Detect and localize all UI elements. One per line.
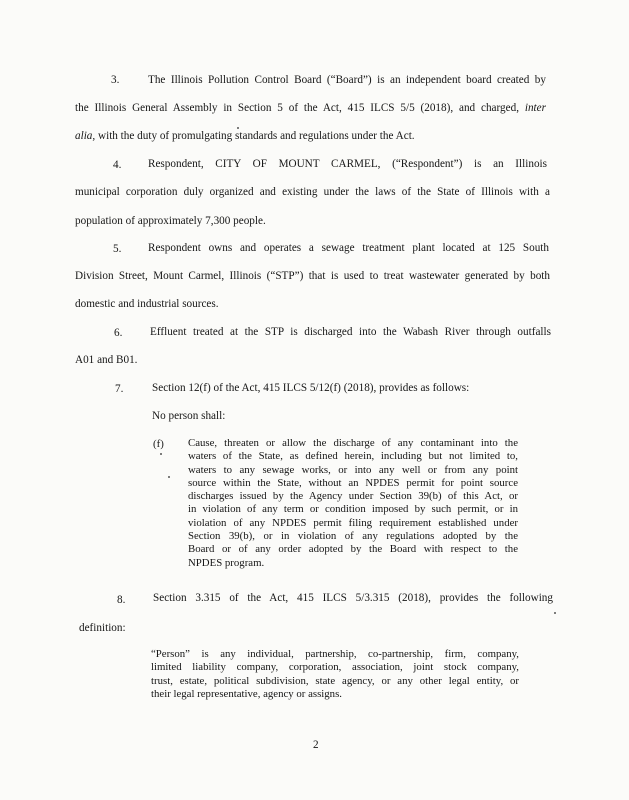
- paragraph-3-line-2: [75, 101, 546, 115]
- definition-line: their legal representative, agency or assigns.: [151, 687, 342, 700]
- statute-line: Board or of any order adopted by the Board with respect to the: [188, 543, 518, 556]
- paragraph-5-line-3: domestic and industrial sources.: [75, 298, 219, 310]
- definition-line: limited liability company, corporation, association, joint stock company,: [151, 661, 519, 674]
- paragraph-8-line-1: Section 3.315 of the Act, 415 ILCS 5/3.315 (2018), provides the following: [153, 592, 553, 604]
- paragraph-3-line-3: [75, 129, 415, 143]
- paragraph-3-latin-alia: alia,: [75, 130, 96, 142]
- paragraph-8-line-2: definition:: [79, 622, 126, 634]
- paragraph-7-line-1: Section 12(f) of the Act, 415 ILCS 5/12(f) (2018), provides as follows:: [152, 382, 470, 394]
- scan-speck: [554, 612, 556, 614]
- statute-line: Section 39(b), or in violation of any regulations adopted by the: [188, 530, 518, 543]
- scan-speck: [237, 127, 239, 129]
- definition-quote-person: [151, 648, 519, 701]
- statute-item-label: (f): [153, 438, 164, 450]
- paragraph-5-number: 5.: [113, 243, 122, 255]
- paragraph-6-line-1: Effluent treated at the STP is discharged into the Wabash River through outfalls: [150, 326, 551, 338]
- statute-line: Cause, threaten or allow the discharge of any contaminant into the: [188, 437, 518, 449]
- statute-lead-in: No person shall:: [152, 410, 226, 422]
- statute-quote-12f: [188, 437, 518, 570]
- scan-speck: [160, 453, 162, 455]
- statute-line: waters of the State, as defined herein, including but not limited to,: [188, 450, 518, 463]
- statute-line: violation of any NPDES permit filing requirement established under: [188, 516, 518, 529]
- definition-line: “Person” is any individual, partnership, co-partnership, firm, company,: [151, 648, 519, 660]
- paragraph-3-number: 3.: [111, 74, 120, 86]
- paragraph-6-line-2: A01 and B01.: [75, 354, 138, 366]
- statute-line: NPDES program.: [188, 556, 265, 569]
- paragraph-4-line-3: population of approximately 7,300 people.: [75, 215, 266, 227]
- statute-line: in violation of any term or condition imposed by such permit, or in: [188, 503, 518, 516]
- statute-line: discharges issued by the Agency under Section 39(b) of this Act, or: [188, 490, 518, 503]
- page-number: 2: [313, 739, 319, 751]
- paragraph-4-line-2: municipal corporation duly organized and existing under the laws of the State of Illinois with a: [75, 186, 550, 198]
- statute-line: source within the State, without an NPDES permit for point source: [188, 476, 518, 489]
- paragraph-7-number: 7.: [115, 383, 124, 395]
- paragraph-3-line-1: The Illinois Pollution Control Board (“Board”) is an independent board created by: [148, 74, 546, 86]
- paragraph-5-line-1: Respondent owns and operates a sewage treatment plant located at 125 South: [148, 242, 549, 254]
- paragraph-3-line-2-text: the Illinois General Assembly in Section 5 of the Act, 415 ILCS 5/5 (2018), and charged,: [75, 102, 525, 114]
- paragraph-3-latin-inter: inter: [524, 102, 546, 114]
- statute-line: waters to any sewage works, or into any well or from any point: [188, 463, 518, 476]
- paragraph-4-number: 4.: [113, 159, 122, 171]
- definition-line: trust, estate, political subdivision, state agency, or any other legal entity, or: [151, 674, 519, 687]
- paragraph-4-line-1: Respondent, CITY OF MOUNT CARMEL, (“Respondent”) is an Illinois: [148, 158, 547, 170]
- paragraph-6-number: 6.: [114, 327, 123, 339]
- paragraph-3-line-3-text: with the duty of promulgating standards and regulations under the Act.: [95, 130, 415, 142]
- scan-speck: [168, 476, 170, 478]
- paragraph-5-line-2: Division Street, Mount Carmel, Illinois (“STP”) that is used to treat wastewater generated by both: [75, 270, 550, 282]
- paragraph-8-number: 8.: [117, 594, 126, 606]
